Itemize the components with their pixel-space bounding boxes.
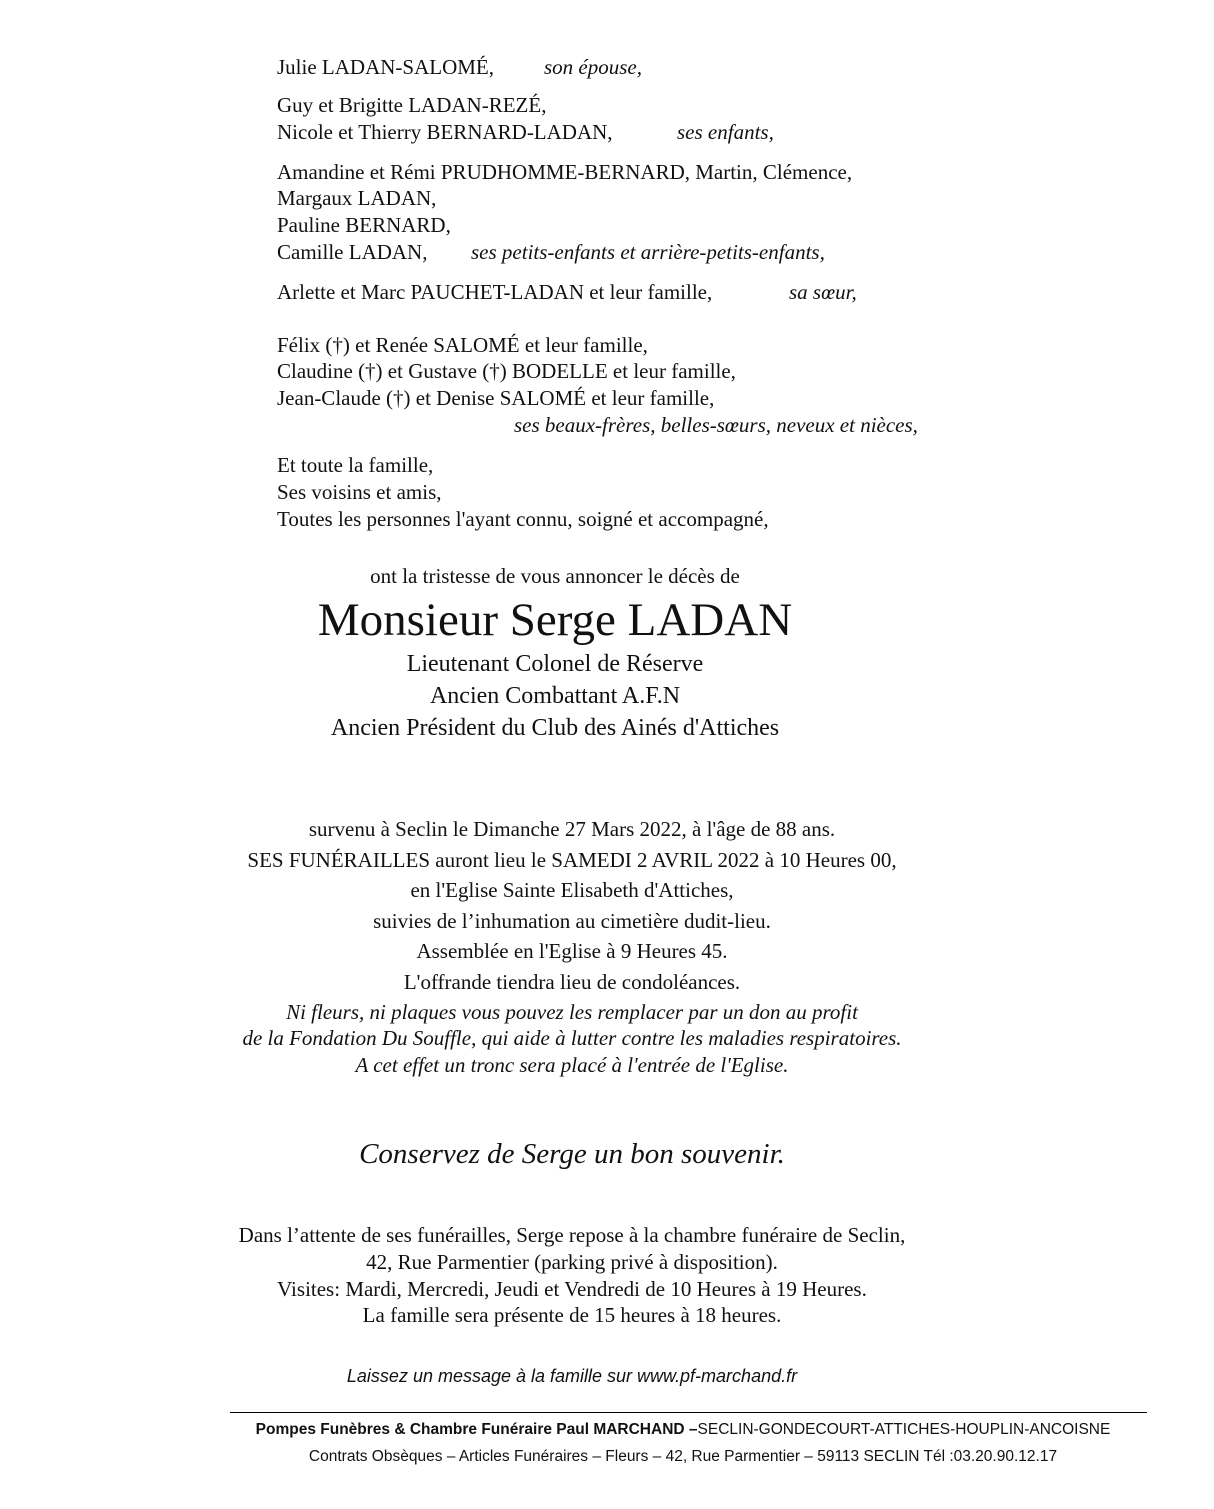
announcement-intro: ont la tristesse de vous annoncer le décès de xyxy=(370,564,740,588)
child-line-2: Nicole et Thierry BERNARD-LADAN, xyxy=(277,120,613,144)
details-line-3: en l'Eglise Sainte Elisabeth d'Attiches, xyxy=(410,878,734,902)
deceased-name: Monsieur Serge LADAN xyxy=(317,594,793,646)
details-note-2: de la Fondation Du Souffle, qui aide à lutter contre les maladies respiratoires. xyxy=(242,1026,902,1050)
footer-towns: SECLIN-GONDECOURT-ATTICHES-HOUPLIN-ANCOISNE xyxy=(697,1421,1111,1438)
spouse-name: Julie LADAN-SALOMÉ, xyxy=(277,55,494,79)
inlaws-line-2: Claudine (†) et Gustave (†) BODELLE et leur famille, xyxy=(277,359,736,383)
sister-name: Arlette et Marc PAUCHET-LADAN et leur famille, xyxy=(277,280,713,304)
grandchild-line-1: Amandine et Rémi PRUDHOMME-BERNARD, Martin, Clémence, xyxy=(277,160,853,184)
inlaws-line-3: Jean-Claude (†) et Denise SALOMÉ et leur famille, xyxy=(277,386,715,410)
details-line-1: survenu à Seclin le Dimanche 27 Mars 2022, à l'âge de 88 ans. xyxy=(308,817,836,841)
footer-services: Contrats Obsèques – Articles Funéraires – Fleurs – 42, Rue Parmentier – 59113 SECLIN Tél :03.20.90.12.17 xyxy=(308,1448,1058,1465)
visits-line-4: La famille sera présente de 15 heures à 18 heures. xyxy=(362,1303,782,1327)
souvenir-line: Conservez de Serge un bon souvenir. xyxy=(359,1138,785,1170)
details-line-2: SES FUNÉRAILLES auront lieu le SAMEDI 2 AVRIL 2022 à 10 Heures 00, xyxy=(247,848,897,872)
others-line-1: Et toute la famille, xyxy=(277,453,434,477)
deceased-title-3: Ancien Président du Club des Ainés d'Attiches xyxy=(330,715,780,741)
visits-line-2: 42, Rue Parmentier (parking privé à disposition). xyxy=(366,1250,778,1274)
details-line-5: Assemblée en l'Eglise à 9 Heures 45. xyxy=(416,939,728,963)
details-note-3: A cet effet un tronc sera placé à l'entrée de l'Eglise. xyxy=(355,1053,789,1077)
spouse-relation: son épouse, xyxy=(544,55,642,79)
visits-line-3: Visites: Mardi, Mercredi, Jeudi et Vendredi de 10 Heures à 19 Heures. xyxy=(277,1277,867,1301)
details-note-1: Ni fleurs, ni plaques vous pouvez les remplacer par un don au profit xyxy=(286,1000,858,1024)
child-line-1: Guy et Brigitte LADAN-REZÉ, xyxy=(277,93,547,117)
website-message: Laissez un message à la famille sur www.pf-marchand.fr xyxy=(346,1366,798,1386)
inlaws-line-1: Félix (†) et Renée SALOMÉ et leur famille, xyxy=(277,333,648,357)
deceased-title-1: Lieutenant Colonel de Réserve xyxy=(406,651,704,677)
grandchildren-relation: ses petits-enfants et arrière-petits-enfants, xyxy=(471,240,825,264)
details-line-4: suivies de l’inhumation au cimetière dudit-lieu. xyxy=(373,909,771,933)
others-line-3: Toutes les personnes l'ayant connu, soigné et accompagné, xyxy=(277,507,769,531)
others-line-2: Ses voisins et amis, xyxy=(277,480,442,504)
details-line-6: L'offrande tiendra lieu de condoléances. xyxy=(403,970,741,994)
grandchild-line-2: Margaux LADAN, xyxy=(277,186,437,210)
footer-company: Pompes Funèbres & Chambre Funéraire Paul MARCHAND – xyxy=(255,1421,698,1438)
footer-company-line xyxy=(76,1419,1214,1441)
grandchild-line-3: Pauline BERNARD, xyxy=(277,213,451,237)
children-relation: ses enfants, xyxy=(677,120,774,144)
footer-divider xyxy=(230,1412,1147,1413)
inlaws-relation: ses beaux-frères, belles-sœurs, neveux et nièces, xyxy=(514,413,918,437)
deceased-title-2: Ancien Combattant A.F.N xyxy=(429,683,681,709)
sister-relation: sa sœur, xyxy=(789,280,857,304)
grandchild-line-4: Camille LADAN, xyxy=(277,240,428,264)
visits-line-1: Dans l’attente de ses funérailles, Serge repose à la chambre funéraire de Seclin, xyxy=(238,1223,906,1247)
